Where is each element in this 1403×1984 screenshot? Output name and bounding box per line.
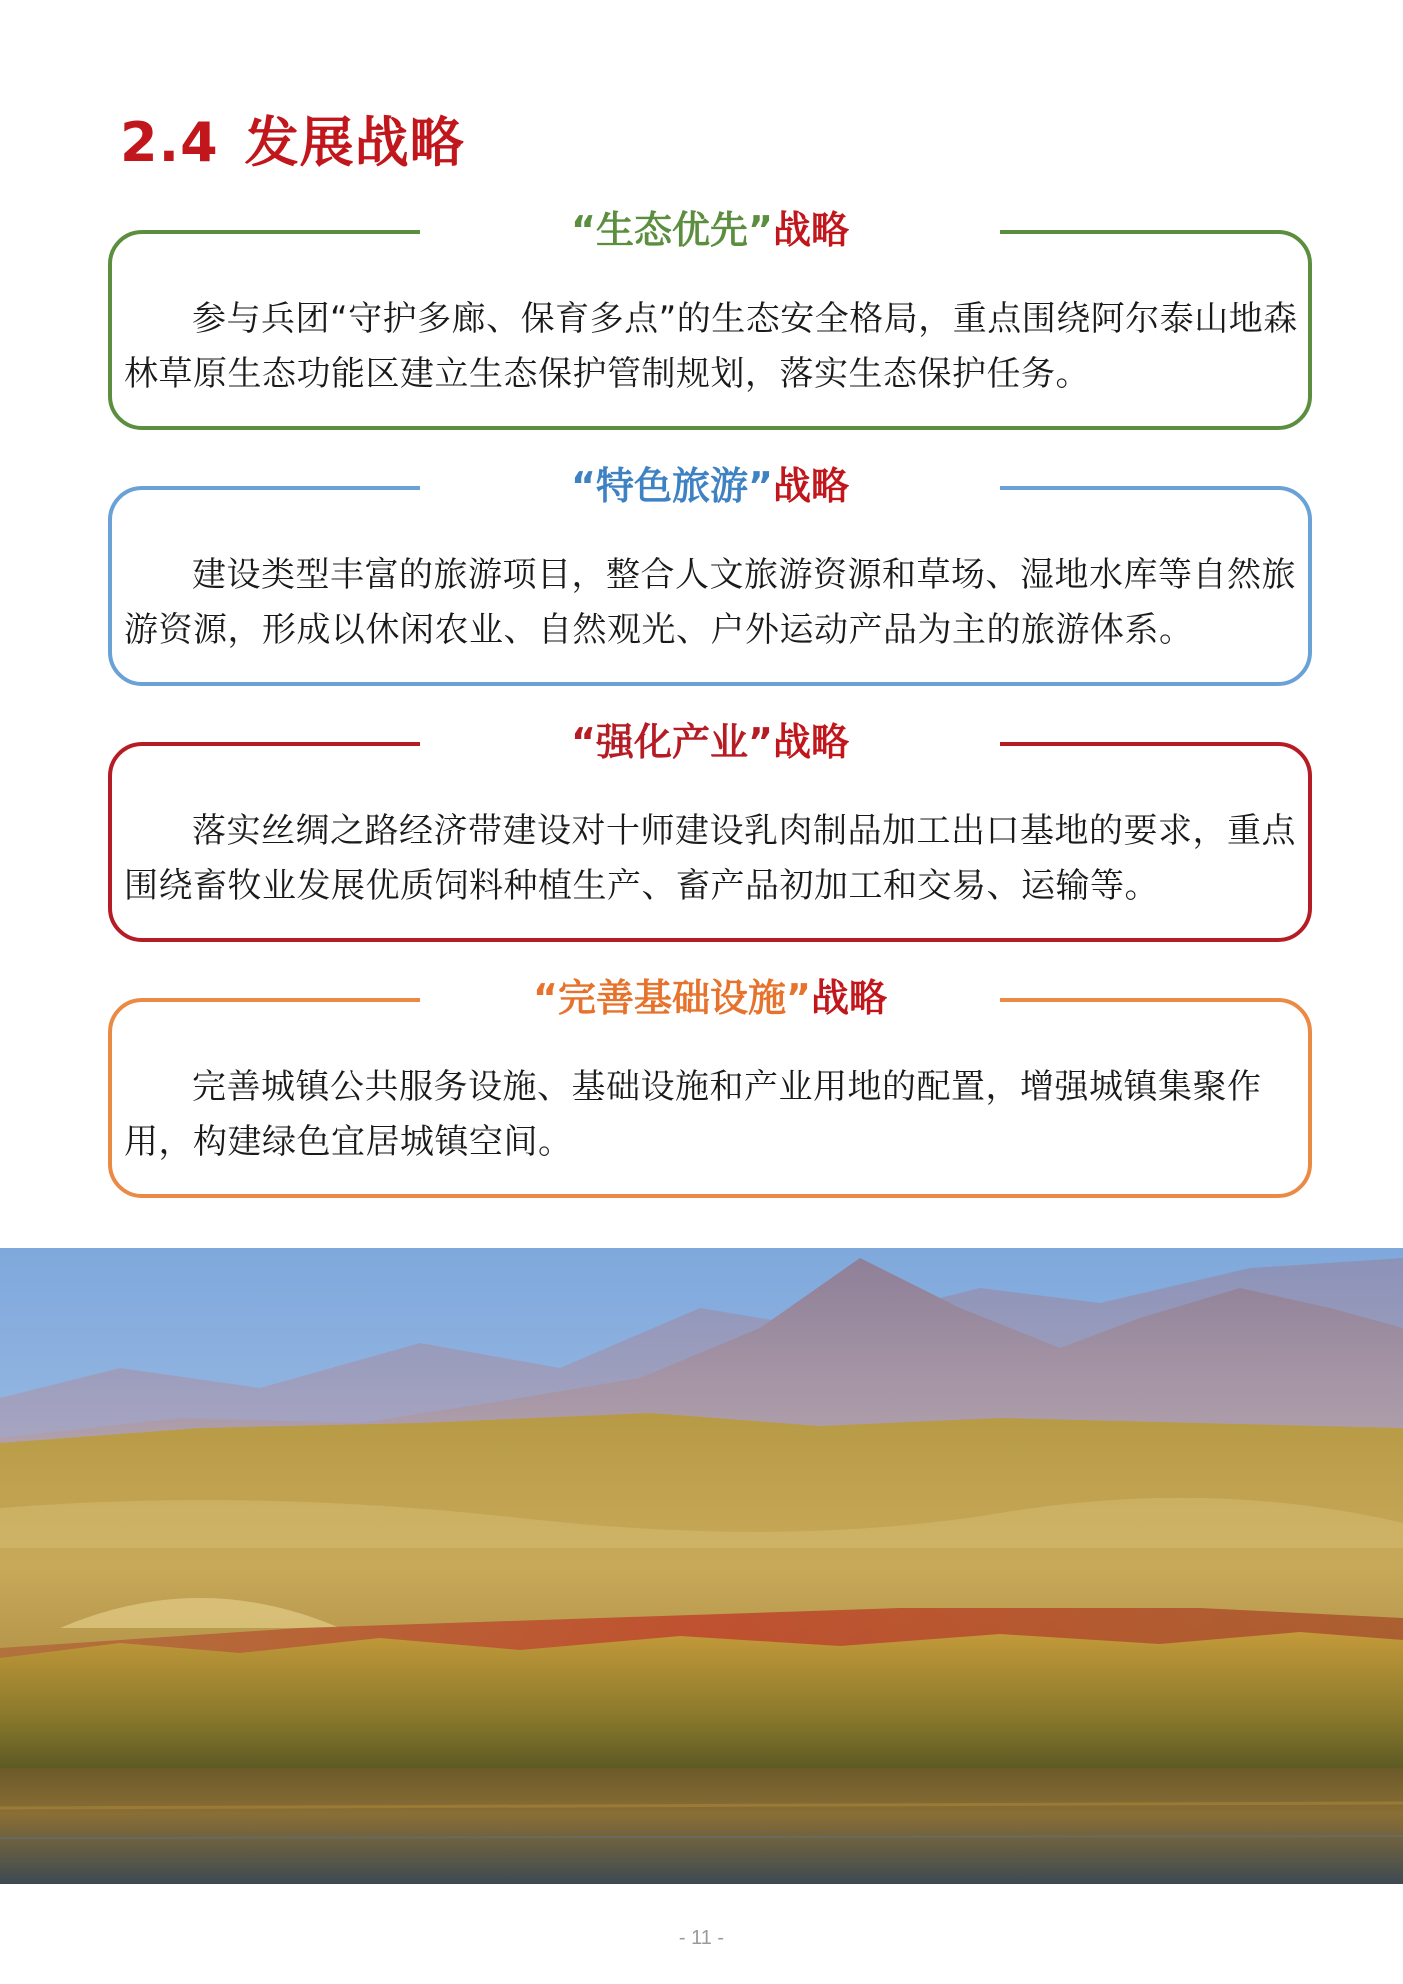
section-title: 发展战略: [244, 111, 465, 174]
strategy-name: “完善基础设施”: [533, 976, 811, 1020]
strategy-suffix: 战略: [810, 976, 887, 1020]
page-title: [120, 108, 465, 178]
strategy-description: 参与兵团“守护多廊、保育多点”的生态安全格局，重点围绕阿尔泰山地森林草原生态功能区建立生态保护管制规划，落实生态保护任务。: [124, 299, 1298, 394]
strategy-name: “强化产业”: [571, 720, 773, 764]
strategy-name: “特色旅游”: [571, 464, 773, 508]
strategy-description: 建设类型丰富的旅游项目，整合人文旅游资源和草场、湿地水库等自然旅游资源，形成以休闲农业、自然观光、户外运动产品为主的旅游体系。: [124, 555, 1296, 650]
strategy-box-industry: [108, 720, 1312, 942]
section-number: 2.4: [120, 111, 219, 174]
landscape-photo: [0, 1248, 1403, 1884]
strategy-heading: [420, 454, 1000, 518]
strategy-heading: [420, 710, 1000, 774]
strategy-description: 落实丝绸之路经济带建设对十师建设乳肉制品加工出口基地的要求，重点围绕畜牧业发展优质饲料种植生产、畜产品初加工和交易、运输等。: [124, 811, 1296, 906]
strategy-name: “生态优先”: [571, 208, 773, 252]
strategy-suffix: 战略: [772, 208, 849, 252]
strategy-heading: [420, 198, 1000, 262]
strategy-box-ecology: [108, 208, 1312, 430]
strategy-suffix: 战略: [772, 464, 849, 508]
strategy-description: 完善城镇公共服务设施、基础设施和产业用地的配置，增强城镇集聚作用，构建绿色宜居城镇空间。: [124, 1067, 1262, 1162]
strategy-heading: [420, 966, 1000, 1030]
strategy-box-infrastructure: [108, 976, 1312, 1198]
strategy-suffix: 战略: [772, 720, 849, 764]
page-number: - 11 -: [678, 1927, 725, 1949]
strategy-box-tourism: [108, 464, 1312, 686]
